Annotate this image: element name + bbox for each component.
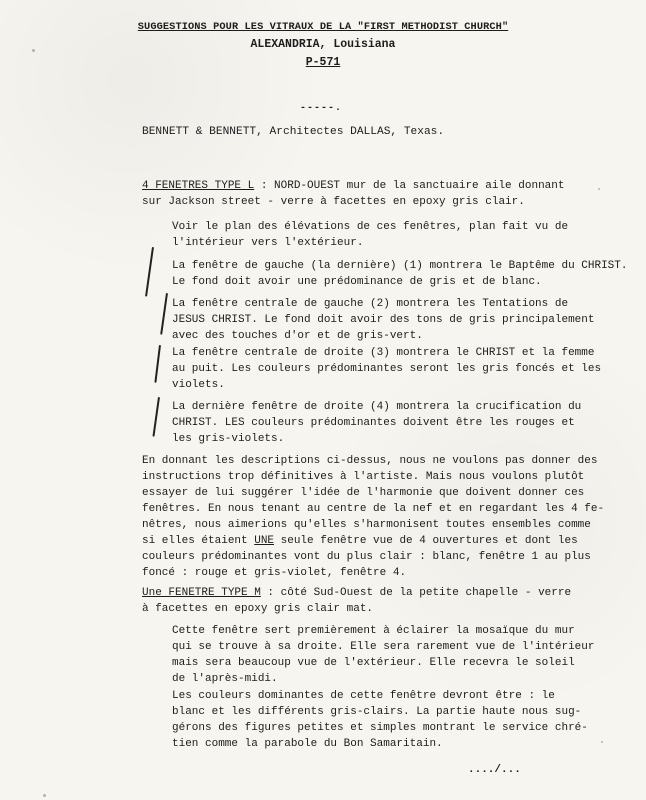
window-4-line-3: les gris-violets. <box>172 433 285 445</box>
section-type-l-line-1 <box>142 179 564 194</box>
body-line-6-post: seule fenêtre vue de 4 ouvertures et dont les <box>274 535 578 547</box>
margin-slash-4 <box>152 397 160 437</box>
type-m-body-line-5: Les couleurs dominantes de cette fenêtre devront être : le <box>172 690 555 702</box>
section-type-l-line-2: sur Jackson street - verre à facettes en epoxy gris clair. <box>142 196 525 208</box>
body-line-7: couleurs prédominantes vont du plus clair : blanc, fenêtre 1 au plus <box>142 551 591 563</box>
intro-line-2: l'intérieur vers l'extérieur. <box>172 237 364 249</box>
type-m-body-line-3: mais sera beaucoup vue de l'extérieur. Elle recevra le soleil <box>172 657 575 669</box>
window-3-line-3: violets. <box>172 379 225 391</box>
architect-line: BENNETT & BENNETT, Architectes DALLAS, Texas. <box>142 126 445 138</box>
header-separator: -----. <box>300 103 343 114</box>
type-m-body-line-1: Cette fenêtre sert premièrement à éclairer la mosaïque du mur <box>172 625 575 637</box>
body-line-2: instructions trop définitives à l'artiste. Mais nous voulons plutôt <box>142 471 585 483</box>
window-1-line-1: La fenêtre de gauche (la dernière) (1) montrera le Baptême du CHRIST. <box>172 260 628 272</box>
scan-speck <box>43 794 46 797</box>
scan-speck <box>598 188 600 190</box>
document-title: SUGGESTIONS POUR LES VITRAUX DE LA "FIRST METHODIST CHURCH" <box>137 21 509 33</box>
window-3-line-1: La fenêtre centrale de droite (3) montrera le CHRIST et la femme <box>172 347 595 359</box>
body-line-1: En donnant les descriptions ci-dessus, nous ne voulons pas donner des <box>142 455 598 467</box>
type-m-body-line-4: de l'après-midi. <box>172 673 278 685</box>
section-type-m-line-1-text: : côté Sud-Ouest de la petite chapelle - verre <box>260 587 572 599</box>
scan-speck <box>32 49 35 52</box>
page-footer: ..../... <box>468 764 521 776</box>
type-m-body-line-2: qui se trouve à sa droite. Elle sera rarement vue de l'intérieur <box>172 641 595 653</box>
document-code: P-571 <box>305 56 341 69</box>
window-3-line-2: au puit. Les couleurs prédominantes seront les gris foncés et les <box>172 363 602 375</box>
section-type-m-line-1 <box>142 586 571 601</box>
margin-slash-3 <box>154 345 161 383</box>
section-type-l-line-1-text: : NORD-OUEST mur de la sanctuaire aile donnant <box>254 180 565 192</box>
margin-slash-1 <box>145 247 154 297</box>
scan-speck <box>601 741 603 743</box>
section-type-l-title: 4 FENETRES TYPE L <box>142 180 255 192</box>
type-m-body-line-7: gérons des figures petites et simples montrant le service chré- <box>172 722 588 734</box>
body-line-5: nêtres, nous aimerions qu'elles s'harmonisent toutes ensembles comme <box>142 519 591 531</box>
window-2-line-1: La fenêtre centrale de gauche (2) montrera les Tentations de <box>172 298 569 310</box>
body-line-8: foncé : rouge et gris-violet, fenêtre 4. <box>142 567 407 579</box>
body-line-6-pre: si elles étaient <box>142 535 255 547</box>
type-m-body-line-6: blanc et les différents gris-clairs. La partie haute nous sug- <box>172 706 582 718</box>
window-1-line-2: Le fond doit avoir une prédominance de gris et de blanc. <box>172 276 542 288</box>
section-type-m-line-2: à facettes en epoxy gris clair mat. <box>142 603 374 615</box>
document-location: ALEXANDRIA, Louisiana <box>250 38 396 51</box>
window-4-line-1: La dernière fenêtre de droite (4) montrera la crucification du <box>172 401 582 413</box>
window-2-line-2: JESUS CHRIST. Le fond doit avoir des tons de gris principalement <box>172 314 595 326</box>
document-header <box>0 18 646 72</box>
intro-line-1: Voir le plan des élévations de ces fenêtres, plan fait vu de <box>172 221 569 233</box>
body-line-4: fenêtres. En nous tenant au centre de la nef et en regardant les 4 fe- <box>142 503 605 515</box>
margin-slash-2 <box>160 293 168 335</box>
window-2-line-3: avec des touches d'or et de gris-vert. <box>172 330 423 342</box>
body-line-6 <box>142 534 578 549</box>
body-line-3: essayer de lui suggérer l'idée de l'harmonie que doivent donner ces <box>142 487 585 499</box>
section-type-m-title: Une FENETRE TYPE M <box>142 587 261 599</box>
body-line-6-underlined: UNE <box>254 535 275 547</box>
type-m-body-line-8: tien comme la parabole du Bon Samaritain. <box>172 738 443 750</box>
window-4-line-2: CHRIST. LES couleurs prédominantes doivent être les rouges et <box>172 417 575 429</box>
